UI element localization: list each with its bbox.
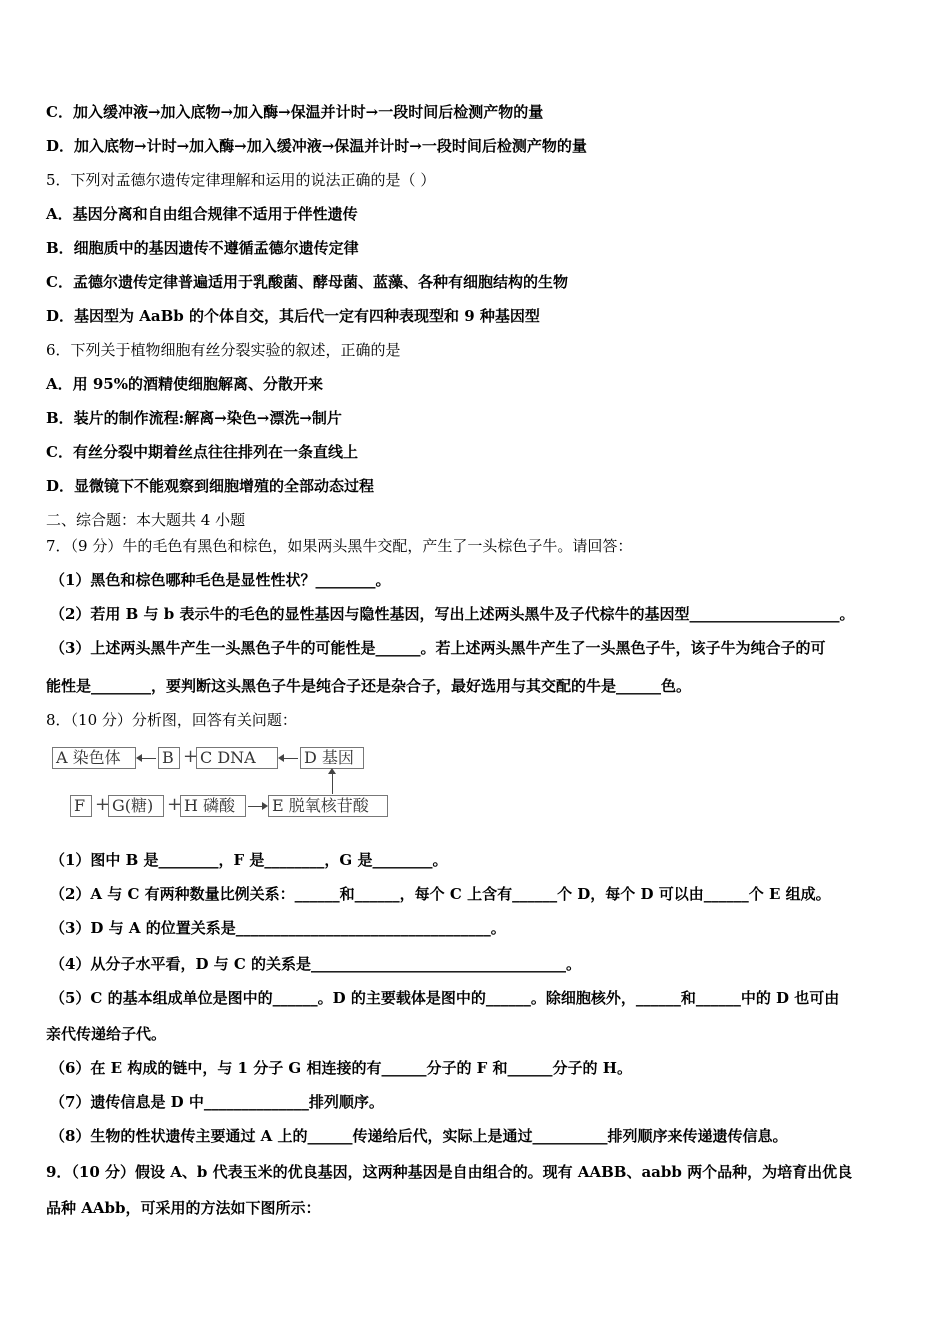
line-q9b: 品种 AAbb，可采用的方法如下图所示： <box>46 1199 321 1217</box>
arrowhead <box>278 754 284 762</box>
line-q5: 5．下列对孟德尔遗传定律理解和运用的说法正确的是（ ） <box>46 171 436 189</box>
line-q8-2: （2）A 与 C 有两种数量比例关系：______和______，每个 C 上含有______个 D，每个 D 可以由______个 E 组成。 <box>50 885 831 903</box>
diagram-box-d: D 基因 <box>300 747 364 769</box>
line-q6a: A．用 95%的酒精使细胞解离、分散开来 <box>46 375 323 393</box>
diagram-box-h: H 磷酸 <box>180 795 246 817</box>
plus-sign: + <box>183 746 199 767</box>
line-q8-5b: 亲代传递给子代。 <box>46 1025 167 1043</box>
line-q7-2: （2）若用 B 与 b 表示牛的毛色的显性基因与隐性基因，写出上述两头黑牛及子代棕牛的基因型____________________。 <box>50 605 855 623</box>
arrow-b-to-a <box>138 758 156 759</box>
line-q5a: A．基因分离和自由组合规律不适用于伴性遗传 <box>46 205 358 223</box>
line-q7: 7．（9 分）牛的毛色有黑色和棕色，如果两头黑牛交配，产生了一头棕色子牛。请回答： <box>46 537 633 555</box>
diagram-box-e: E 脱氧核苷酸 <box>268 795 388 817</box>
line-q8-4: （4）从分子水平看，D 与 C 的关系是__________________________________。 <box>50 955 582 973</box>
line-q6: 6．下列关于植物细胞有丝分裂实验的叙述，正确的是 <box>46 341 401 359</box>
diagram-box-g: G(糖) <box>108 795 164 817</box>
diagram-box-a: A 染色体 <box>52 747 136 769</box>
plus-sign: + <box>167 794 183 815</box>
plus-sign: + <box>95 794 111 815</box>
line-q6d: D．显微镜下不能观察到细胞增殖的全部动态过程 <box>46 477 375 495</box>
arrow-to-e <box>248 806 266 807</box>
line-q4c: C．加入缓冲液→加入底物→加入酶→保温并计时→一段时间后检测产物的量 <box>46 103 544 121</box>
dna-structure-diagram <box>52 745 392 825</box>
arrowhead <box>328 768 336 774</box>
line-q8-7: （7）遗传信息是 D 中______________排列顺序。 <box>50 1093 384 1111</box>
line-q8-8: （8）生物的性状遗传主要通过 A 上的______传递给后代，实际上是通过__________排列顺序来传递遗传信息。 <box>50 1127 788 1145</box>
diagram-box-f: F <box>70 795 92 817</box>
line-q8-6: （6）在 E 构成的链中，与 1 分子 G 相连接的有______分子的 F 和______分子的 H。 <box>50 1059 632 1077</box>
line-q7-3b: 能性是________，要判断这头黑色子牛是纯合子还是杂合子，最好选用与其交配的牛是______色。 <box>46 677 692 695</box>
diagram-box-b: B <box>158 747 180 769</box>
arrowhead <box>136 754 142 762</box>
line-q7-1: （1）黑色和棕色哪种毛色是显性性状？________。 <box>50 571 391 589</box>
arrow-e-to-d <box>332 770 333 794</box>
line-q6c: C．有丝分裂中期着丝点往往排列在一条直线上 <box>46 443 358 461</box>
line-q5d: D．基因型为 AaBb 的个体自交，其后代一定有四种表现型和 9 种基因型 <box>46 307 540 325</box>
line-q4d: D．加入底物→计时→加入酶→加入缓冲液→保温并计时→一段时间后检测产物的量 <box>46 137 587 155</box>
line-q7-3a: （3）上述两头黑牛产生一头黑色子牛的可能性是______。若上述两头黑牛产生了一头黑色子牛，该子牛为纯合子的可 <box>50 639 826 657</box>
line-q6b: B．装片的制作流程:解离→染色→漂洗→制片 <box>46 409 342 427</box>
line-q8: 8．（10 分）分析图，回答有关问题： <box>46 711 297 729</box>
line-q5b: B．细胞质中的基因遗传不遵循孟德尔遗传定律 <box>46 239 359 257</box>
line-q8-1: （1）图中 B 是________，F 是________，G 是________。 <box>50 851 448 869</box>
section-heading-2: 二、综合题：本大题共 4 小题 <box>46 511 246 529</box>
diagram-box-c: C DNA <box>196 747 278 769</box>
line-q9a: 9．（10 分）假设 A、b 代表玉米的优良基因，这两种基因是自由组合的。现有 AABB、aabb 两个品种，为培育出优良 <box>46 1163 853 1181</box>
line-q8-5a: （5）C 的基本组成单位是图中的______。D 的主要载体是图中的______。除细胞核外，______和______中的 D 也可由 <box>50 989 840 1007</box>
line-q5c: C．孟德尔遗传定律普遍适用于乳酸菌、酵母菌、蓝藻、各种有细胞结构的生物 <box>46 273 568 291</box>
line-q8-3: （3）D 与 A 的位置关系是__________________________________。 <box>50 919 506 937</box>
arrow-d-to-c <box>280 758 298 759</box>
